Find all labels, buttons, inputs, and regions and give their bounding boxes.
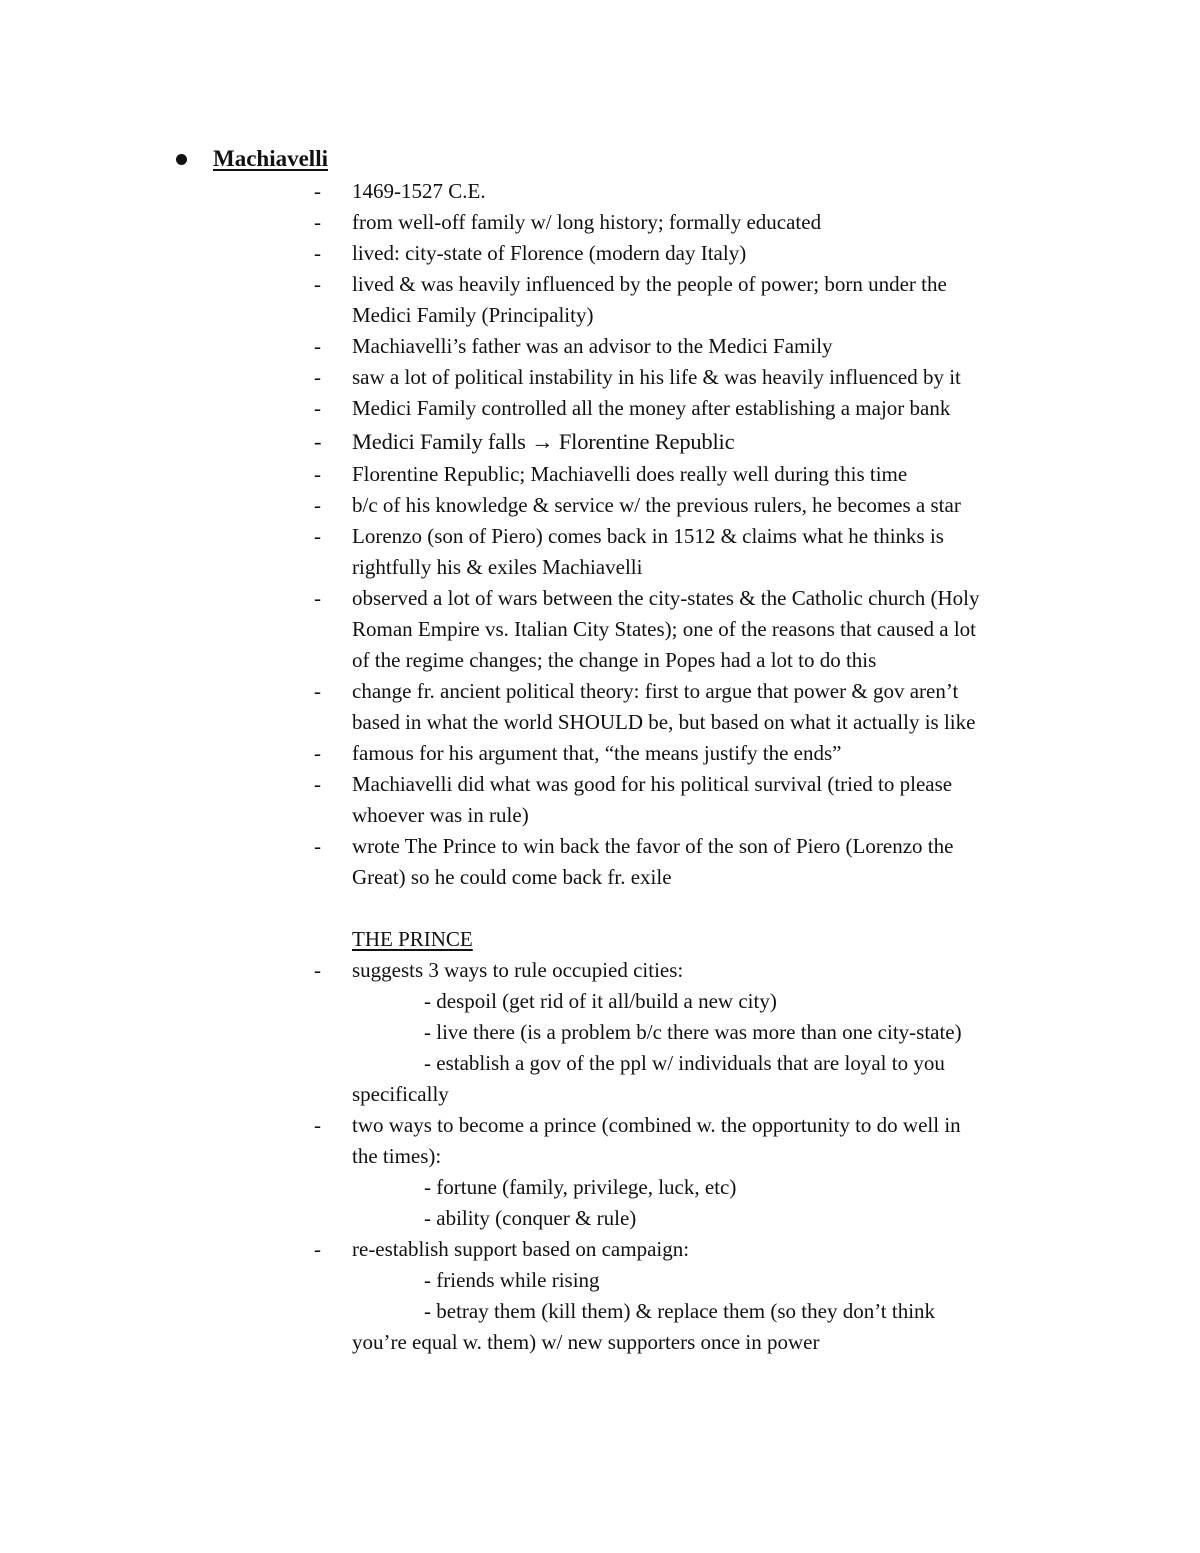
- section-title-text: THE PRINCE: [352, 927, 473, 951]
- item-text: lived: city-state of Florence (modern day Italy): [352, 241, 747, 265]
- list-item: - lived & was heavily influenced by the people of power; born under the Medici Family (Principality): [314, 269, 1074, 331]
- list-item: - re-establish support based on campaign:: [314, 1234, 1074, 1265]
- sub-item-continuation: you’re equal w. them) w/ new supporters once in power: [352, 1330, 820, 1354]
- sub-item: - live there (is a problem b/c there was more than one city-state): [424, 1020, 962, 1044]
- list-item: - change fr. ancient political theory: first to argue that power & gov aren’t based in what the world SHOULD be, but based on what it actually is like: [314, 676, 1074, 738]
- page-title: Machiavelli: [213, 146, 328, 171]
- item-text: Florentine Republic; Machiavelli does really well during this time: [352, 462, 908, 486]
- list-item: - suggests 3 ways to rule occupied cities:: [314, 955, 1074, 986]
- item-text: 1469-1527 C.E.: [352, 179, 486, 203]
- bullet-dot-icon: [176, 154, 187, 165]
- item-text: re-establish support based on campaign:: [352, 1237, 690, 1261]
- section-title: [314, 924, 1074, 955]
- sub-item-continuation: specifically: [352, 1082, 449, 1106]
- heading-row: [176, 142, 328, 176]
- item-text: Machiavelli did what was good for his political survival (tried to please whoever was in rule): [352, 772, 953, 827]
- list-item: - lived: city-state of Florence (modern day Italy): [314, 238, 1074, 269]
- item-text: famous for his argument that, “the means justify the ends”: [352, 741, 842, 765]
- list-item: - Florentine Republic; Machiavelli does really well during this time: [314, 459, 1074, 490]
- list-item: - Lorenzo (son of Piero) comes back in 1512 & claims what he thinks is rightfully his & exiles Machiavelli: [314, 521, 1074, 583]
- sub-item: - establish a gov of the ppl w/ individuals that are loyal to you: [424, 1051, 945, 1075]
- item-text: two ways to become a prince (combined w. the opportunity to do well in the times):: [352, 1113, 961, 1168]
- list-item: - saw a lot of political instability in his life & was heavily influenced by it: [314, 362, 1074, 393]
- item-text: Medici Family falls → Florentine Republic: [352, 429, 735, 454]
- list-item-highlight: - Medici Family falls → Florentine Republic: [314, 424, 1074, 459]
- item-text: from well-off family w/ long history; formally educated: [352, 210, 822, 234]
- sub-item: - fortune (family, privilege, luck, etc): [424, 1175, 737, 1199]
- sub-item: - ability (conquer & rule): [424, 1206, 637, 1230]
- list-item: - observed a lot of wars between the city-states & the Catholic church (Holy Roman Empire vs. Italian City States); one of the reasons that caused a lot of the regime changes; the change in Popes had a lot to do this: [314, 583, 1074, 676]
- item-text: lived & was heavily influenced by the people of power; born under the Medici Family (Principality): [352, 272, 947, 327]
- item-text: Medici Family controlled all the money after establishing a major bank: [352, 396, 951, 420]
- list-item: - 1469-1527 C.E.: [314, 176, 1074, 207]
- sub-item: - despoil (get rid of it all/build a new city): [424, 989, 777, 1013]
- list-item: - famous for his argument that, “the means justify the ends”: [314, 738, 1074, 769]
- item-text: change fr. ancient political theory: first to argue that power & gov aren’t based in what the world SHOULD be, but based on what it actually is like: [352, 679, 976, 734]
- item-text: wrote The Prince to win back the favor of the son of Piero (Lorenzo the Great) so he could come back fr. exile: [352, 834, 954, 889]
- item-text: saw a lot of political instability in his life & was heavily influenced by it: [352, 365, 961, 389]
- sub-item: - betray them (kill them) & replace them (so they don’t think: [424, 1299, 936, 1323]
- list-item: - Machiavelli did what was good for his political survival (tried to please whoever was in rule): [314, 769, 1074, 831]
- list-item: - wrote The Prince to win back the favor of the son of Piero (Lorenzo the Great) so he could come back fr. exile: [314, 831, 1074, 893]
- notes-list: [314, 176, 1074, 1358]
- item-text: suggests 3 ways to rule occupied cities:: [352, 958, 684, 982]
- item-text: observed a lot of wars between the city-states & the Catholic church (Holy Roman Empire vs. Italian City States); one of the reasons that caused a lot of the regime changes; the change in Popes had a lot to do this: [352, 586, 980, 672]
- list-item: - Medici Family controlled all the money after establishing a major bank: [314, 393, 1074, 424]
- item-text: Lorenzo (son of Piero) comes back in 1512 & claims what he thinks is rightfully his & exiles Machiavelli: [352, 524, 944, 579]
- list-item: - Machiavelli’s father was an advisor to the Medici Family: [314, 331, 1074, 362]
- item-text: b/c of his knowledge & service w/ the previous rulers, he becomes a star: [352, 493, 961, 517]
- list-item: - b/c of his knowledge & service w/ the previous rulers, he becomes a star: [314, 490, 1074, 521]
- sub-item: - friends while rising: [424, 1268, 600, 1292]
- list-item: - two ways to become a prince (combined w. the opportunity to do well in the times):: [314, 1110, 1074, 1172]
- list-item: - from well-off family w/ long history; formally educated: [314, 207, 1074, 238]
- item-text: Machiavelli’s father was an advisor to the Medici Family: [352, 334, 833, 358]
